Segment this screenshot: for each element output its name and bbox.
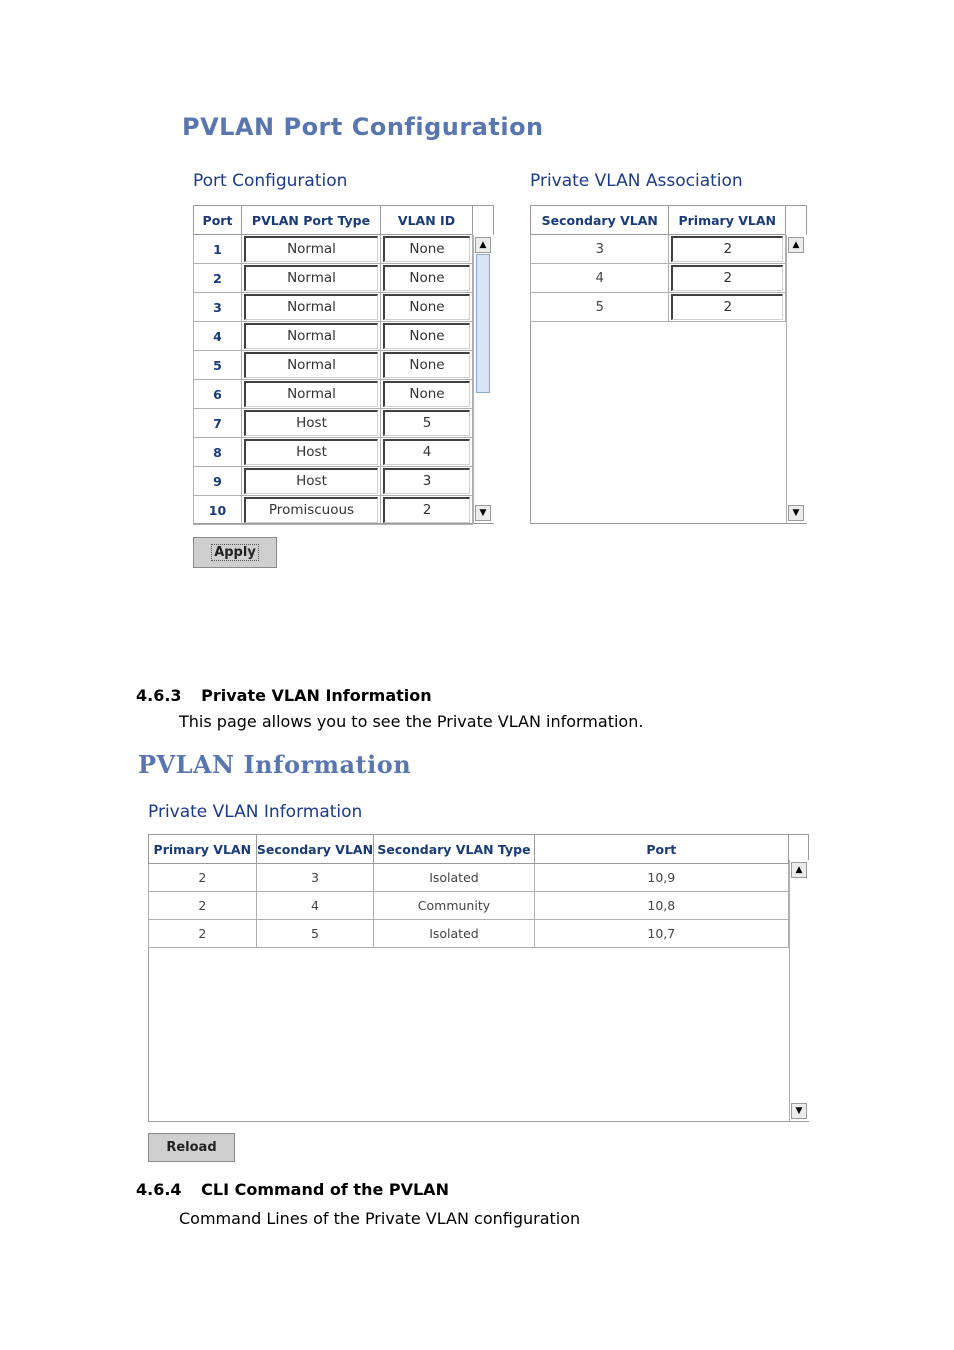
vlan-id-field[interactable]: None [383, 265, 470, 291]
col-header-vlan-id: VLAN ID [381, 206, 473, 235]
section-463-heading [136, 686, 432, 705]
pvlan-port-type-cell [242, 264, 381, 293]
apply-button-label: Apply [211, 544, 259, 561]
port-number: 9 [194, 467, 242, 496]
secondary-vlan-cell: 5 [256, 920, 374, 948]
primary-vlan-cell: 2 [149, 892, 257, 920]
pvlan-port-type-field[interactable]: Normal [244, 236, 378, 262]
secondary-vlan-cell: 4 [256, 892, 374, 920]
secondary-vlan-cell: 5 [531, 293, 669, 322]
table-row [149, 892, 789, 920]
vlan-id-field[interactable]: None [383, 381, 470, 407]
port-number: 10 [194, 496, 242, 525]
port-number: 7 [194, 409, 242, 438]
vlan-id-field[interactable]: 5 [383, 410, 470, 436]
scroll-up-icon[interactable]: ▲ [788, 237, 804, 253]
pvlan-port-type-cell [242, 293, 381, 322]
table-row [194, 322, 473, 351]
table-row [194, 380, 473, 409]
vlan-id-cell [381, 264, 473, 293]
primary-vlan-cell [669, 264, 786, 293]
reload-button[interactable]: Reload [148, 1133, 235, 1162]
pvlan-port-type-field[interactable]: Host [244, 439, 378, 465]
scroll-thumb[interactable] [476, 254, 490, 393]
port-cell: 10,7 [534, 920, 788, 948]
assoc-table-scrollbar[interactable] [786, 235, 807, 523]
section-464-number: 4.6.4 [136, 1180, 182, 1199]
table-row [194, 438, 473, 467]
pvlan-port-type-field[interactable]: Normal [244, 352, 378, 378]
table-row [194, 409, 473, 438]
section-464-heading [136, 1180, 449, 1199]
col-header-primary-vlan: Primary VLAN [149, 835, 257, 864]
pvlan-port-type-field[interactable]: Host [244, 468, 378, 494]
pvlan-port-type-cell [242, 467, 381, 496]
port-config-table [193, 205, 473, 525]
port-number: 5 [194, 351, 242, 380]
port-number: 4 [194, 322, 242, 351]
table-row [194, 496, 473, 525]
secondary-vlan-type-cell: Isolated [374, 920, 534, 948]
vlan-id-cell [381, 235, 473, 264]
pvlan-port-type-field[interactable]: Promiscuous [244, 497, 378, 523]
col-header-secondary-vlan-type: Secondary VLAN Type [374, 835, 534, 864]
vlan-id-cell [381, 496, 473, 525]
pvlan-port-type-field[interactable]: Normal [244, 294, 378, 320]
table-row [194, 467, 473, 496]
port-config-section-title: Port Configuration [193, 171, 348, 191]
vlan-id-cell [381, 293, 473, 322]
port-table-scrollbar[interactable] [473, 235, 494, 523]
vlan-id-cell [381, 467, 473, 496]
vlan-id-cell [381, 409, 473, 438]
info-table-scrollbar[interactable] [789, 860, 809, 1121]
table-row [194, 351, 473, 380]
pvlan-port-type-cell [242, 380, 381, 409]
primary-vlan-field[interactable]: 2 [671, 294, 783, 320]
vlan-id-cell [381, 438, 473, 467]
col-header-pvlan-port-type: PVLAN Port Type [242, 206, 381, 235]
pvlan-port-type-field[interactable]: Normal [244, 265, 378, 291]
vlan-id-field[interactable]: 3 [383, 468, 470, 494]
col-header-port: Port [534, 835, 788, 864]
section-464-description: Command Lines of the Private VLAN configuration [179, 1209, 581, 1228]
pvlan-port-type-cell [242, 322, 381, 351]
vlan-id-field[interactable]: 4 [383, 439, 470, 465]
section-463-number: 4.6.3 [136, 686, 182, 705]
port-number: 6 [194, 380, 242, 409]
apply-button[interactable] [193, 537, 277, 568]
scroll-down-icon[interactable]: ▼ [788, 505, 804, 521]
table-row [531, 235, 786, 264]
vlan-id-field[interactable]: None [383, 352, 470, 378]
table-row [194, 293, 473, 322]
scroll-down-icon[interactable]: ▼ [791, 1103, 807, 1119]
table-row [194, 235, 473, 264]
primary-vlan-cell: 2 [149, 864, 257, 892]
scroll-up-icon[interactable]: ▲ [791, 862, 807, 878]
secondary-vlan-cell: 4 [531, 264, 669, 293]
port-number: 8 [194, 438, 242, 467]
pvlan-port-type-cell [242, 351, 381, 380]
pvlan-port-type-cell [242, 409, 381, 438]
pvlan-port-type-field[interactable]: Normal [244, 323, 378, 349]
pvlan-port-type-cell [242, 438, 381, 467]
port-number: 2 [194, 264, 242, 293]
vlan-id-cell [381, 351, 473, 380]
table-row [531, 264, 786, 293]
port-cell: 10,8 [534, 892, 788, 920]
col-header-secondary-vlan: Secondary VLAN [531, 206, 669, 235]
pvlan-port-type-cell [242, 496, 381, 525]
pvlan-port-type-field[interactable]: Host [244, 410, 378, 436]
secondary-vlan-type-cell: Isolated [374, 864, 534, 892]
secondary-vlan-cell: 3 [256, 864, 374, 892]
primary-vlan-cell [669, 235, 786, 264]
pvlan-port-type-field[interactable]: Normal [244, 381, 378, 407]
secondary-vlan-type-cell: Community [374, 892, 534, 920]
section-463-title: Private VLAN Information [201, 686, 432, 705]
vlan-id-cell [381, 380, 473, 409]
assoc-section-title: Private VLAN Association [530, 171, 743, 191]
vlan-id-field[interactable]: None [383, 236, 470, 262]
col-header-primary-vlan: Primary VLAN [669, 206, 786, 235]
col-header-secondary-vlan: Secondary VLAN [256, 835, 374, 864]
table-row [531, 293, 786, 322]
pvlan-port-type-cell [242, 235, 381, 264]
vlan-id-cell [381, 322, 473, 351]
vlan-id-field[interactable]: 2 [383, 497, 470, 523]
table-row [149, 920, 789, 948]
primary-vlan-field[interactable]: 2 [671, 236, 783, 262]
info-table [148, 834, 789, 948]
col-header-port: Port [194, 206, 242, 235]
port-number: 1 [194, 235, 242, 264]
port-cell: 10,9 [534, 864, 788, 892]
assoc-table [530, 205, 786, 322]
port-number: 3 [194, 293, 242, 322]
section-463-description: This page allows you to see the Private VLAN information. [179, 712, 644, 731]
vlan-id-field[interactable]: None [383, 323, 470, 349]
scroll-up-icon[interactable]: ▲ [475, 237, 491, 253]
primary-vlan-field[interactable]: 2 [671, 265, 783, 291]
table-row [194, 264, 473, 293]
config-page-title: PVLAN Port Configuration [182, 113, 544, 141]
secondary-vlan-cell: 3 [531, 235, 669, 264]
info-section-title: Private VLAN Information [148, 802, 363, 822]
scroll-down-icon[interactable]: ▼ [475, 505, 491, 521]
vlan-id-field[interactable]: None [383, 294, 470, 320]
primary-vlan-cell [669, 293, 786, 322]
table-row [149, 864, 789, 892]
info-page-title: PVLAN Information [138, 750, 412, 779]
section-464-title: CLI Command of the PVLAN [201, 1180, 449, 1199]
primary-vlan-cell: 2 [149, 920, 257, 948]
